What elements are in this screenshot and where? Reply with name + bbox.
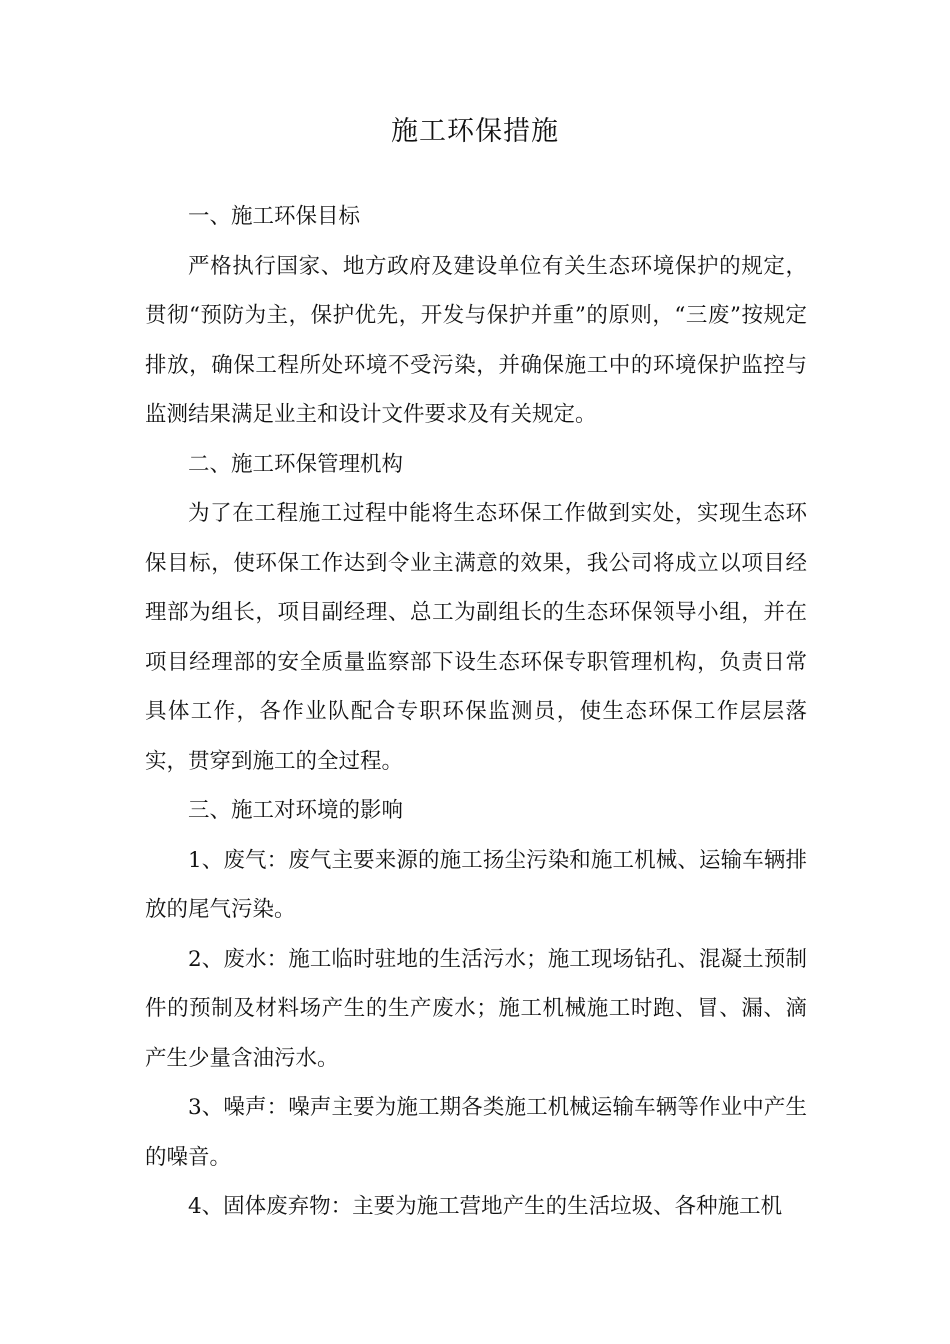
- section-heading-3: 三、施工对环境的影响: [188, 798, 404, 823]
- paragraph-solid-waste: 4、固体废弃物：主要为施工营地产生的生活垃圾、各种施工机: [188, 1194, 783, 1219]
- paragraph-organization: 为了在工程施工过程中能将生态环保工作做到实处，实现生态环保目标，使环保工作达到令业主满意的效果，我公司将成立以项目经理部为组长，项目副经理、总工为副组长的生态环保领导小组，并在项目经理部的安全质量监察部下设生态环保专职管理机构，负责日常具体工作，各作业队配合专职环保监测员，使生态环保工作层层落实，贯穿到施工的全过程。: [145, 501, 807, 774]
- paragraph-goal: 严格执行国家、地方政府及建设单位有关生态环境保护的规定，贯彻“预防为主，保护优先，开发与保护并重”的原则，“三废”按规定排放，确保工程所处环境不受污染，并确保施工中的环境保护监控与监测结果满足业主和设计文件要求及有关规定。: [145, 253, 807, 427]
- document-title: 施工环保措施: [391, 116, 559, 147]
- section-heading-2: 二、施工环保管理机构: [188, 451, 404, 477]
- paragraph-exhaust-gas: 1、废气：废气主要来源的施工扬尘污染和施工机械、运输车辆排放的尾气污染。: [145, 847, 807, 922]
- paragraph-wastewater: 2、废水：施工临时驻地的生活污水；施工现场钻孔、混凝土预制件的预制及材料场产生的生产废水；施工机械施工时跑、冒、漏、滴产生少量含油污水。: [145, 946, 807, 1071]
- section-heading-1: 一、施工环保目标: [188, 204, 361, 229]
- document-body: [145, 192, 807, 1232]
- paragraph-noise: 3、噪声：噪声主要为施工期各类施工机械运输车辆等作业中产生的噪音。: [145, 1095, 807, 1170]
